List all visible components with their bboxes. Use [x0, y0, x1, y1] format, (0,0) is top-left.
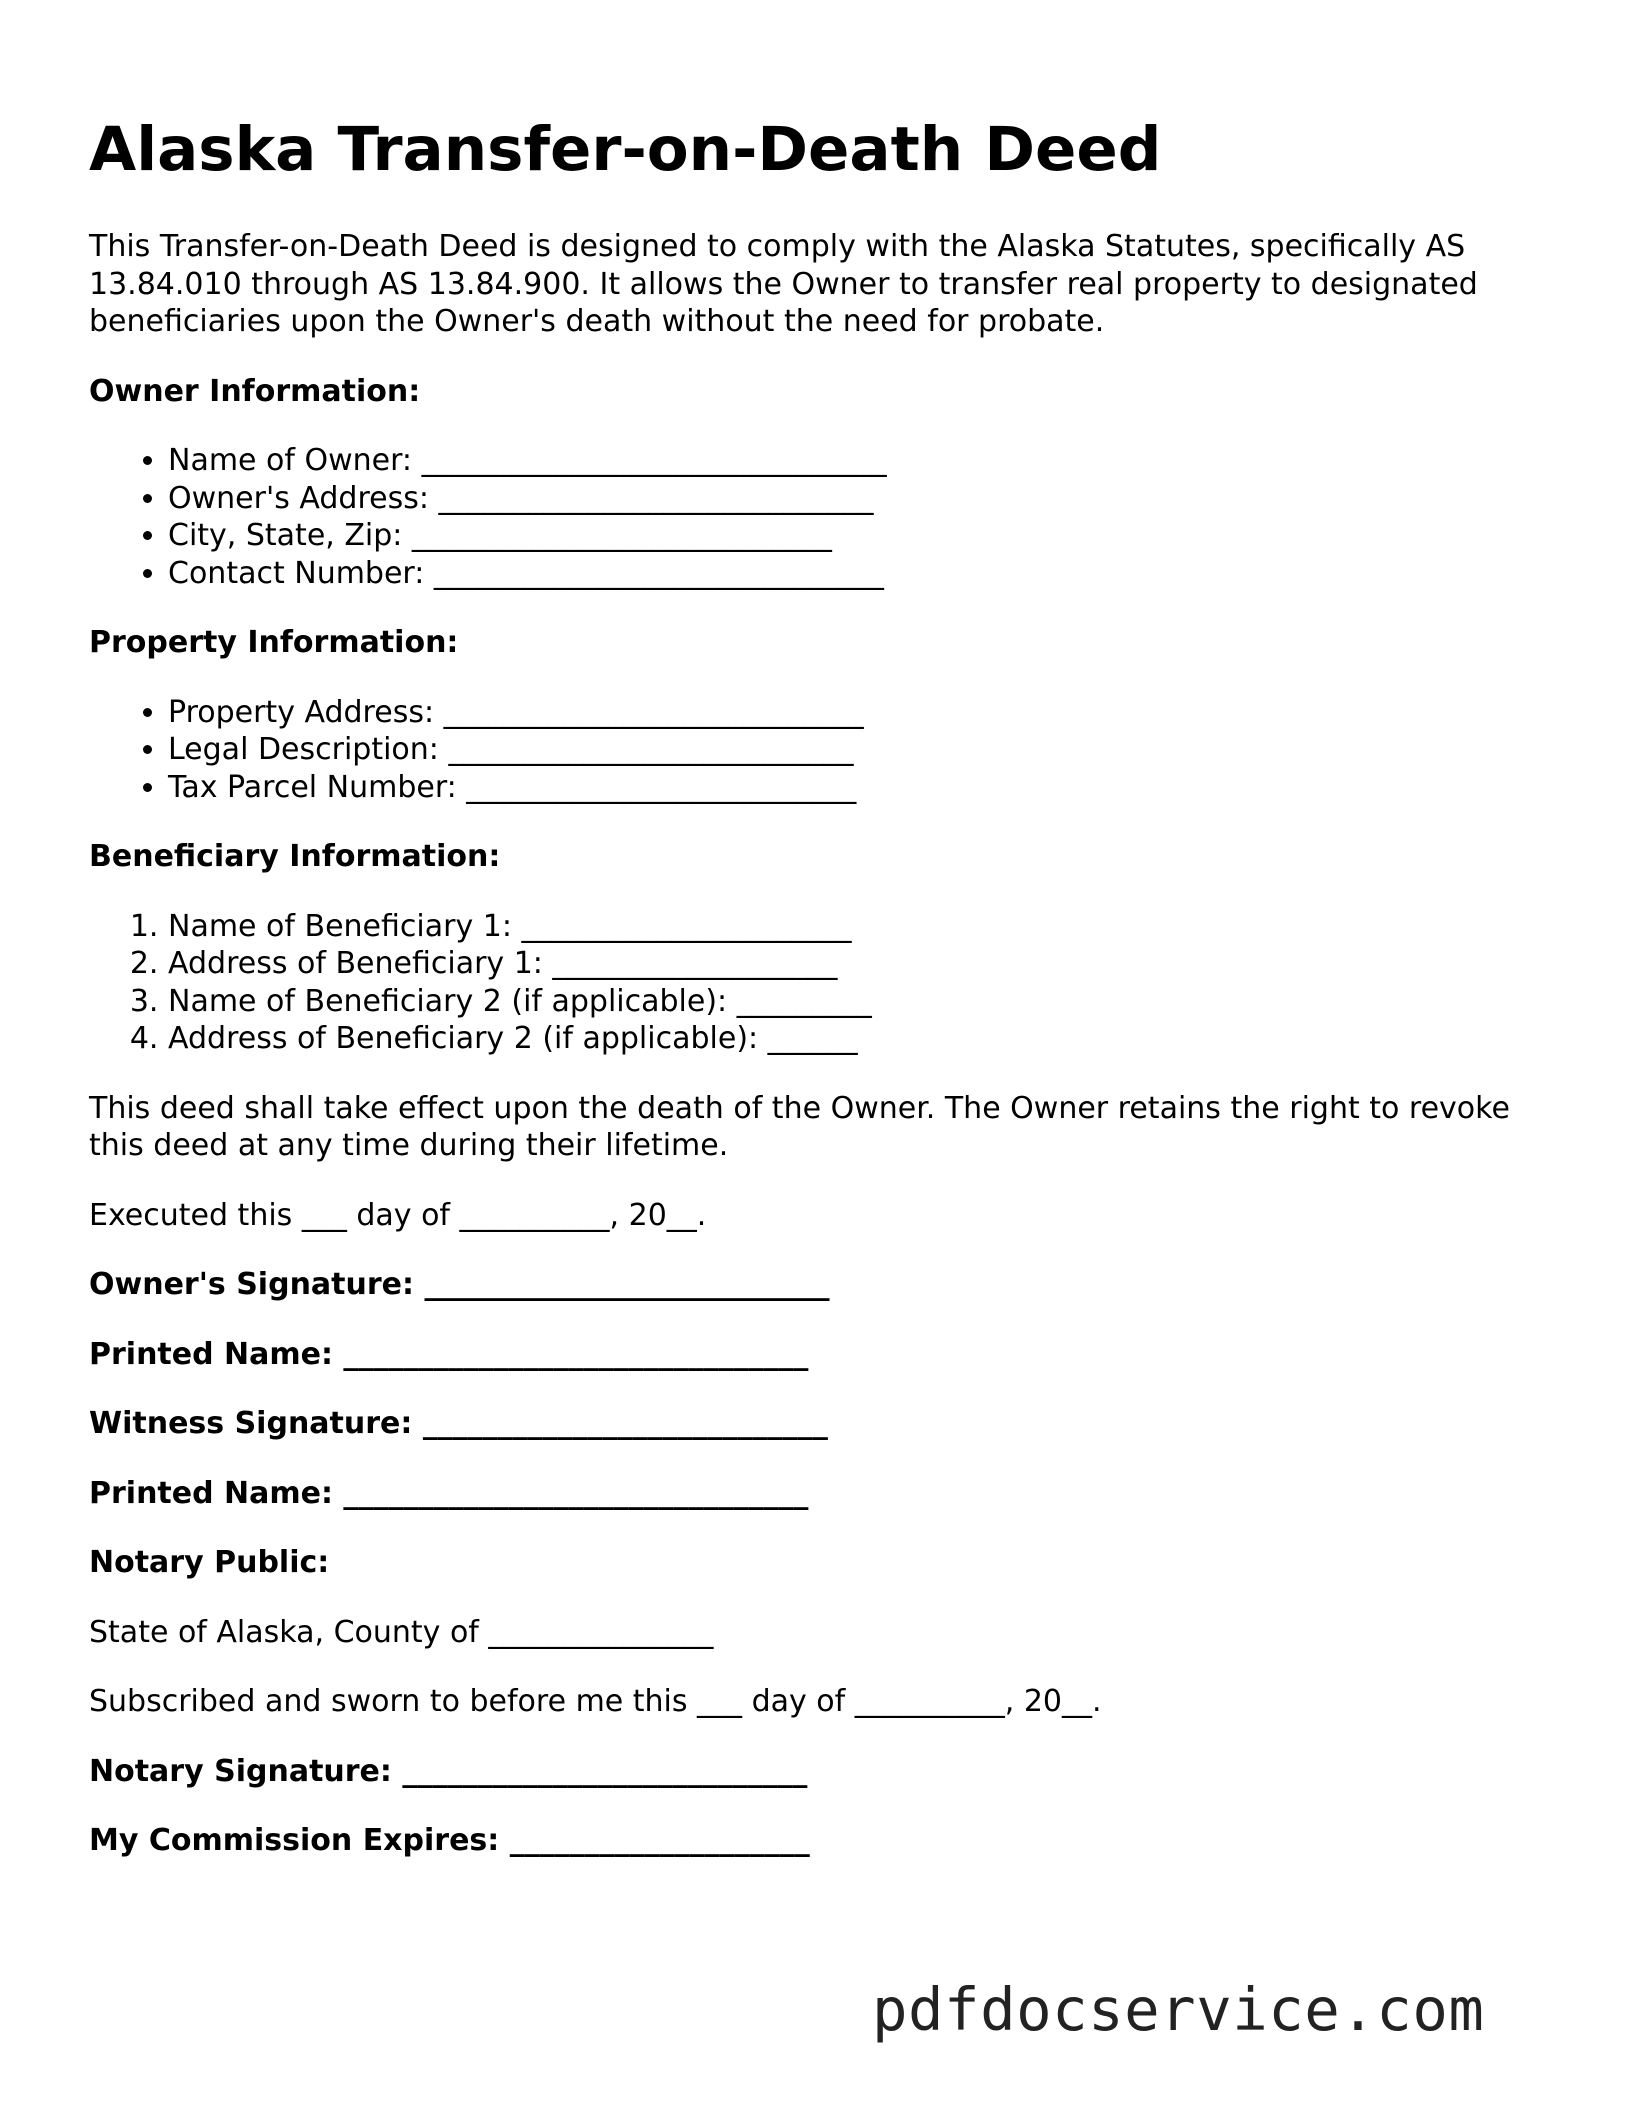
- owner-information-heading: Owner Information:: [89, 373, 421, 409]
- property-address-field: • Property Address: ____________________________: [168, 694, 1549, 732]
- notary-sworn-line: Subscribed and sworn to before me this ___ day of __________, 20__.: [89, 1684, 1102, 1719]
- witness-printed-name-line: Printed Name: _______________________________: [89, 1475, 809, 1511]
- owner-address-field: • Owner's Address: _____________________________: [168, 480, 1549, 518]
- executed-date-line: Executed this ___ day of __________, 20__.: [89, 1197, 707, 1233]
- owner-printed-name-line: Printed Name: _______________________________: [89, 1336, 809, 1372]
- beneficiary-2-address-field: 4. Address of Beneficiary 2 (if applicable): ______: [168, 1020, 1549, 1058]
- owner-information-list: [89, 442, 1549, 592]
- owner-name-field: • Name of Owner: _______________________________: [168, 442, 1549, 480]
- owner-contact-number-field: • Contact Number: ______________________________: [168, 555, 1549, 593]
- property-information-heading: Property Information:: [89, 625, 459, 660]
- intro-paragraph: This Transfer-on-Death Deed is designed to comply with the Alaska Statutes, specifically AS 13.84.010 through AS 13.84.900. It allows the Owner to transfer real property to designated beneficiaries upon the Owner's death without the need for probate.: [89, 229, 1478, 339]
- watermark-text: pdfdocservice.com: [872, 1975, 1485, 2044]
- effect-paragraph: This deed shall take effect upon the death of the Owner. The Owner retains the right to revoke this deed at any time during their lifetime.: [89, 1090, 1510, 1163]
- document-title: Alaska Transfer-on-Death Deed: [89, 114, 1162, 185]
- owner-city-state-zip-field: • City, State, Zip: ____________________________: [168, 517, 1549, 555]
- document-page: [89, 108, 1549, 1892]
- legal-description-field: • Legal Description: ___________________________: [168, 731, 1549, 769]
- tax-parcel-number-field: • Tax Parcel Number: __________________________: [168, 769, 1549, 807]
- notary-public-heading: Notary Public:: [89, 1545, 330, 1580]
- beneficiary-1-address-field: 2. Address of Beneficiary 1: ___________________: [168, 945, 1549, 983]
- notary-signature-line: Notary Signature: ___________________________: [89, 1753, 808, 1789]
- witness-signature-line: Witness Signature: ___________________________: [89, 1406, 828, 1441]
- commission-expires-line: My Commission Expires: ____________________: [89, 1823, 810, 1858]
- property-information-list: [89, 694, 1549, 807]
- beneficiary-2-name-field: 3. Name of Beneficiary 2 (if applicable): _________: [168, 983, 1549, 1021]
- beneficiary-1-name-field: 1. Name of Beneficiary 1: ______________________: [168, 908, 1549, 946]
- beneficiary-information-heading: Beneficiary Information:: [89, 839, 501, 874]
- notary-state-county-line: State of Alaska, County of _______________: [89, 1614, 714, 1650]
- beneficiary-information-list: [89, 908, 1549, 1058]
- owner-signature-line: Owner's Signature: ___________________________: [89, 1267, 830, 1302]
